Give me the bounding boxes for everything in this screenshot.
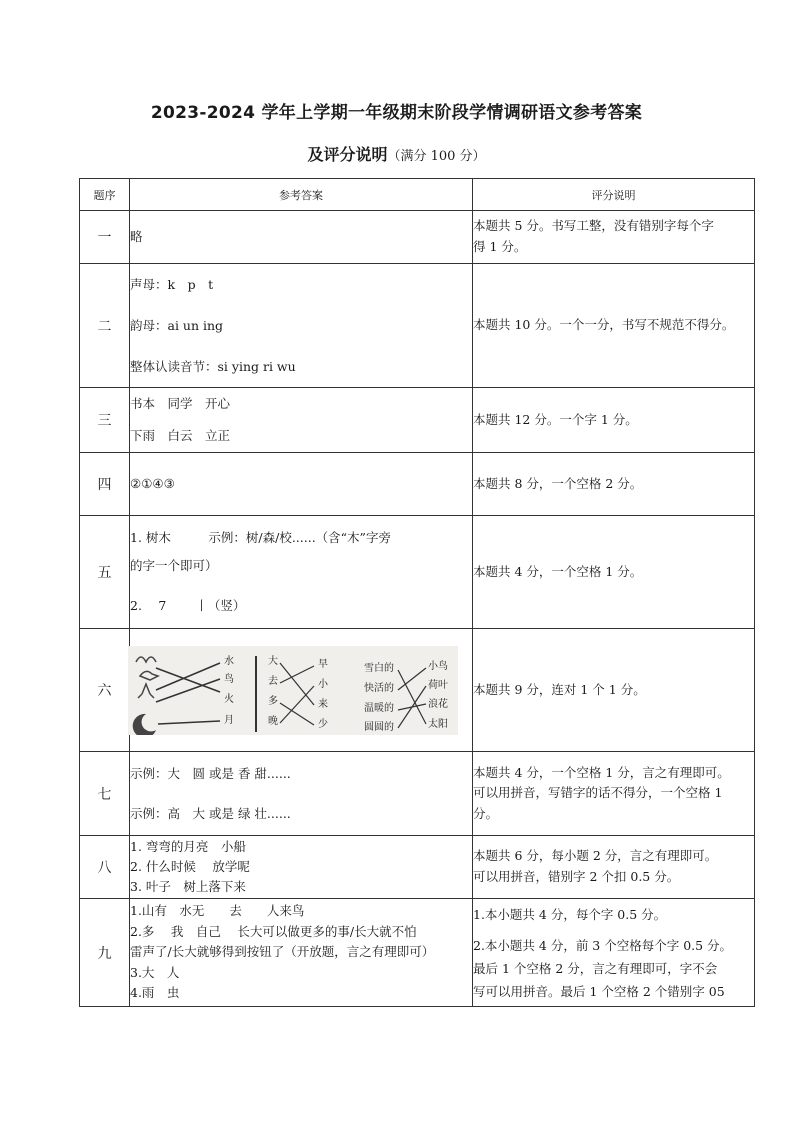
score-cell — [473, 836, 755, 899]
answer-line: ②①④③ — [130, 476, 175, 492]
match-word: 多 — [268, 695, 278, 707]
match-word: 浪花 — [428, 698, 448, 710]
answer-line: 韵母：ai un ing — [130, 318, 224, 333]
answer-line: 雷声了/长大就够得到按钮了（开放题，言之有理即可） — [130, 944, 435, 960]
match-word: 大 — [268, 655, 278, 667]
match-word: 水 — [224, 655, 234, 667]
table-row — [80, 388, 755, 453]
score-line: 本题共 4 分，一个空格 1 分。 — [473, 563, 643, 579]
answer-cell — [130, 629, 473, 752]
answer-line: 示例：大 圆 或是 香 甜...... — [130, 765, 291, 781]
table-row — [80, 516, 755, 629]
score-cell — [473, 516, 755, 629]
score-cell — [473, 453, 755, 516]
score-cell — [473, 388, 755, 453]
water-icon — [136, 657, 156, 662]
answer-table — [79, 178, 755, 1007]
answer-line: 3.大 人 — [130, 964, 180, 980]
header-row — [80, 179, 755, 211]
matching-answer-image — [128, 646, 458, 735]
answer-line: 4.雨 虫 — [130, 985, 180, 1001]
score-cell — [473, 264, 755, 388]
table-row — [80, 453, 755, 516]
score-line: 本题共 8 分，一个空格 2 分。 — [473, 475, 643, 491]
subtitle-main: 及评分说明 — [307, 145, 388, 164]
answer-line: 2. 什么时候 放学呢 — [130, 859, 250, 874]
score-line: 最后 1 个空格 2 分，言之有理即可，字不会 — [473, 960, 718, 976]
bird-icon — [140, 671, 158, 680]
match-word: 太阳 — [428, 718, 448, 730]
document-subtitle — [0, 142, 793, 165]
answer-line: 略 — [130, 229, 143, 245]
question-number: 四 — [80, 453, 130, 516]
answer-line: 1. 树木 示例：树/森/校......（含“木”字旁 — [130, 530, 391, 545]
answer-cell — [130, 264, 473, 388]
question-number: 九 — [80, 899, 130, 1007]
match-word: 圆圆的 — [364, 721, 394, 733]
fire-icon — [138, 684, 154, 698]
answer-line: 整体认读音节：si ying ri wu — [130, 359, 296, 374]
answer-line: 示例：高 大 或是 绿 壮...... — [130, 805, 291, 821]
question-number: 六 — [80, 629, 130, 752]
table-row — [80, 264, 755, 388]
answer-line: 下雨 白云 立正 — [130, 428, 231, 443]
answer-line: 2.多 我 自己 长大可以做更多的事/长大就不怕 — [130, 923, 417, 939]
table-row — [80, 752, 755, 836]
document-title: 2023-2024 学年上学期一年级期末阶段学情调研语文参考答案 — [150, 103, 643, 123]
header-score: 评分说明 — [473, 179, 755, 211]
match-word: 小鸟 — [428, 660, 448, 672]
score-line: 本题共 12 分。一个字 1 分。 — [473, 411, 638, 427]
score-cell — [473, 211, 755, 264]
answer-cell — [130, 752, 473, 836]
score-line: 1.本小题共 4 分，每个字 0.5 分。 — [473, 906, 667, 922]
score-line: 本题共 9 分，连对 1 个 1 分。 — [473, 681, 646, 697]
score-line: 得 1 分。 — [473, 239, 527, 254]
match-word: 去 — [268, 675, 278, 687]
match-word: 小 — [318, 678, 328, 690]
answer-line: 2. 7 丨（竖） — [130, 598, 246, 613]
score-line: 可以用拼音，错别字 2 个扣 0.5 分。 — [473, 869, 680, 884]
match-word: 月 — [224, 714, 234, 726]
match-word: 雪白的 — [364, 662, 394, 674]
header-answer: 参考答案 — [130, 179, 473, 211]
score-cell — [473, 752, 755, 836]
answer-cell — [130, 388, 473, 453]
question-number: 三 — [80, 388, 130, 453]
score-cell — [473, 899, 755, 1007]
score-line: 写可以用拼音。最后 1 个空格 2 个错别字 05 — [473, 983, 725, 999]
match-word: 早 — [318, 658, 328, 670]
score-line: 可以用拼音，写错字的话不得分，一个空格 1 — [473, 785, 723, 801]
answer-cell — [130, 516, 473, 629]
answer-line: 声母：k p t — [130, 277, 214, 292]
answer-line: 1.山有 水无 去 人来鸟 — [130, 903, 305, 919]
answer-cell — [130, 453, 473, 516]
question-number: 一 — [80, 211, 130, 264]
match-word: 荷叶 — [428, 679, 448, 691]
match-word: 鸟 — [224, 673, 234, 685]
answer-line: 书本 同学 开心 — [130, 396, 231, 411]
question-number: 八 — [80, 836, 130, 899]
question-number: 五 — [80, 516, 130, 629]
question-number: 二 — [80, 264, 130, 388]
matching-lines — [128, 646, 458, 735]
moon-icon — [133, 713, 156, 734]
question-number: 七 — [80, 752, 130, 836]
answer-line: 的字一个即可） — [130, 558, 218, 573]
score-line: 本题共 10 分。一个一分，书写不规范不得分。 — [473, 317, 735, 333]
answer-line: 1. 弯弯的月亮 小船 — [130, 839, 246, 854]
table-row — [80, 629, 755, 752]
score-line: 分。 — [473, 805, 499, 821]
score-line: 2.本小题共 4 分，前 3 个空格每个字 0.5 分。 — [473, 937, 733, 953]
score-line: 本题共 4 分，一个空格 1 分，言之有理即可。 — [473, 764, 730, 780]
subtitle-note: （满分 100 分） — [387, 149, 486, 164]
answer-cell — [130, 836, 473, 899]
score-line: 本题共 6 分，每小题 2 分，言之有理即可。 — [473, 848, 718, 864]
table-row — [80, 211, 755, 264]
match-word: 火 — [224, 693, 234, 705]
table-row — [80, 899, 755, 1007]
table-row — [80, 836, 755, 899]
answer-cell — [130, 899, 473, 1007]
header-num: 题序 — [80, 179, 130, 211]
match-word: 温暖的 — [364, 702, 394, 714]
match-word: 少 — [318, 718, 328, 730]
answer-cell — [130, 211, 473, 264]
match-word: 来 — [318, 698, 328, 710]
score-line: 本题共 5 分。书写工整，没有错别字每个字 — [473, 218, 714, 234]
match-word: 晚 — [268, 715, 278, 727]
match-word: 快活的 — [364, 682, 394, 694]
score-cell — [473, 629, 755, 752]
answer-line: 3. 叶子 树上落下来 — [130, 879, 246, 894]
